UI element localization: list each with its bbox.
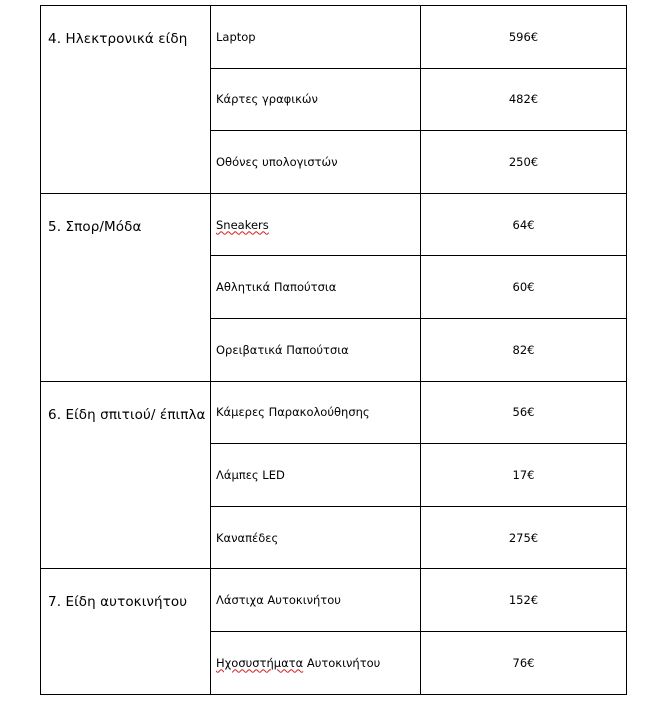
item-cell [211,444,421,507]
price-cell [421,569,627,632]
table-row [41,6,627,69]
price-cell [421,631,627,694]
item-cell [211,6,421,69]
item-cell [211,256,421,319]
item-price: 250€ [508,154,539,169]
item-name: Οθόνες υπολογιστών [216,154,338,169]
item-price: 76€ [512,655,535,670]
item-name: Sneakers [216,217,269,232]
price-cell [421,318,627,381]
item-name: Ορειβατικά Παπούτσια [216,342,349,357]
table-row [41,569,627,632]
item-name: Λάστιχα Αυτοκινήτου [216,593,341,608]
category-label: 5. Σπορ/Μόδα [48,218,142,235]
item-name: Αθλητικά Παπούτσια [216,280,337,295]
price-cell [421,68,627,131]
item-price: 56€ [512,405,535,420]
price-table [40,5,627,695]
category-label: 6. Είδη σπιτιού/ έπιπλα [48,406,206,423]
item-cell [211,569,421,632]
item-cell [211,131,421,194]
table-row [41,193,627,256]
item-cell [211,631,421,694]
item-price: 17€ [512,467,535,482]
item-cell [211,193,421,256]
item-name: Κάρτες γραφικών [216,92,318,107]
table-row [41,381,627,444]
price-cell [421,506,627,569]
category-label: 7. Είδη αυτοκινήτου [48,594,188,611]
item-price: 82€ [512,342,535,357]
item-name-rest: Αυτοκινήτου [303,655,381,670]
category-cell [41,569,211,694]
item-name: Κάμερες Παρακολούθησης [216,405,370,420]
category-label: 4. Ηλεκτρονικά είδη [48,31,188,47]
item-price: 64€ [512,217,535,232]
item-cell [211,68,421,131]
category-cell [41,6,211,194]
item-name: Καναπέδες [216,530,279,545]
price-cell [421,256,627,319]
item-name: Laptop [216,29,256,44]
category-cell [41,193,211,381]
price-cell [421,381,627,444]
item-price: 152€ [508,593,539,608]
item-price: 275€ [508,530,539,545]
price-cell [421,131,627,194]
item-price: 60€ [512,280,535,295]
price-cell [421,444,627,507]
price-cell [421,6,627,69]
item-name: Λάμπες LED [216,467,285,482]
item-name-flagged-word: Ηχοσυστήματα [216,655,304,670]
category-cell [41,381,211,569]
item-cell [211,381,421,444]
item-price: 596€ [508,29,539,44]
item-price: 482€ [508,92,539,107]
item-cell [211,506,421,569]
item-cell [211,318,421,381]
price-cell [421,193,627,256]
